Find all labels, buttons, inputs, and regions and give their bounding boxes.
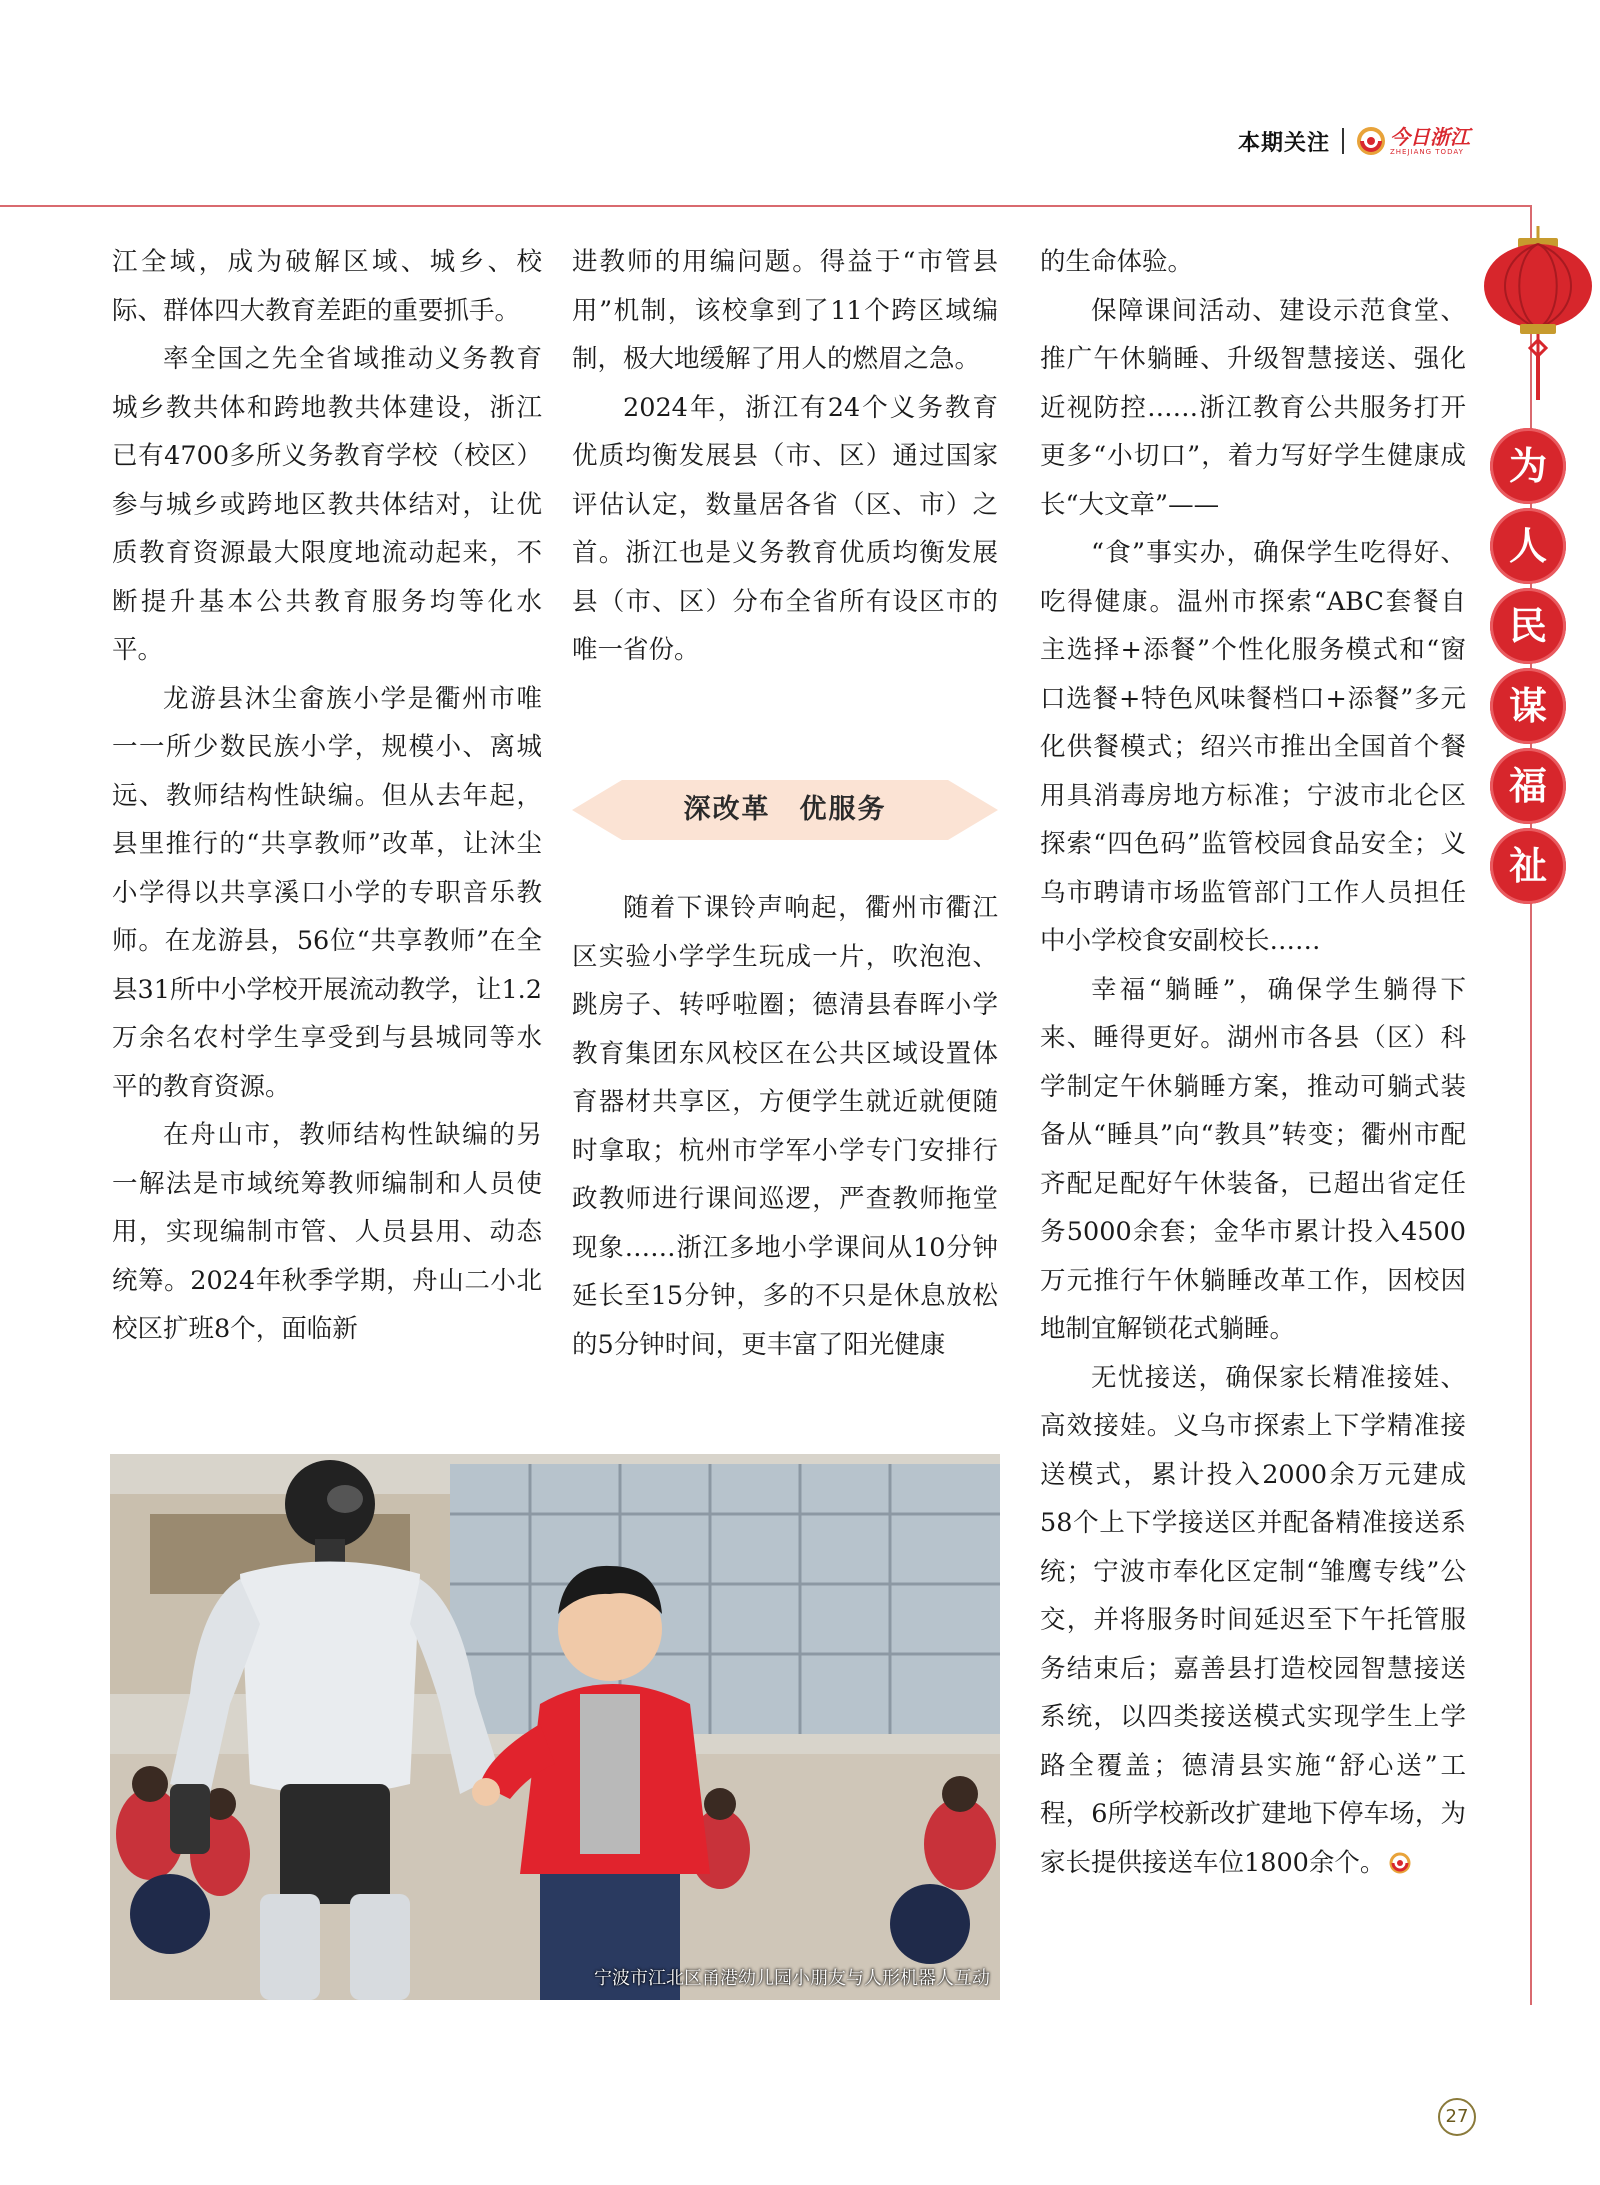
end-mark-icon	[1389, 1852, 1411, 1874]
article-column-2	[572, 238, 998, 675]
logo-swirl-icon	[1356, 126, 1386, 156]
page-header	[1238, 122, 1470, 160]
lantern-icon	[1478, 226, 1598, 406]
photo-caption: 宁波市江北区甬港幼儿园小朋友与人形机器人互动	[594, 1968, 990, 1989]
header-rule	[0, 205, 1530, 207]
magazine-logo	[1356, 126, 1470, 157]
paragraph: 在舟山市，教师结构性缺编的另一解法是市域统筹教师编制和人员使用，实现编制市管、人员县用、动态统筹。2024年秋季学期，舟山二小北校区扩班8个，面临新	[112, 1120, 542, 1344]
page-number: 27	[1438, 2098, 1476, 2136]
side-title-char: 民	[1490, 588, 1566, 664]
paragraph: 幸福“躺睡”，确保学生躺得下来、睡得更好。湖州市各县（区）科学制定午休躺睡方案，推动可躺式装备从“睡具”向“教具”转变；衢州市配齐配足配好午休装备，已超出省定任务5000余套；金华市累计投入4500万元推行午休躺睡改革工作，因校因地制宜解锁花式躺睡。	[1040, 974, 1466, 1344]
logo-text: 今日浙江	[1390, 124, 1470, 149]
article-column-1	[112, 238, 542, 1354]
article-column-3	[1040, 238, 1466, 1887]
paragraph: 的生命体验。	[1040, 247, 1194, 277]
paragraph: 保障课间活动、建设示范食堂、推广午休躺睡、升级智慧接送、强化近视防控……浙江教育公共服务打开更多“小切口”，着力写好学生健康成长“大文章”——	[1040, 295, 1466, 520]
logo-subtext: ZHEJIANG TODAY	[1390, 147, 1464, 156]
news-photo	[110, 1454, 1000, 2000]
paragraph: “食”事实办，确保学生吃得好、吃得健康。温州市探索“ABC套餐自主选择+添餐”个性化服务模式和“窗口选餐+特色风味餐档口+添餐”多元化供餐模式；绍兴市推出全国首个餐用具消毒房地方标准；宁波市北仑区探索“四色码”监管校园食品安全；义乌市聘请市场监管部门工作人员担任中小学校食安副校长……	[1040, 538, 1466, 956]
side-title-char: 福	[1490, 748, 1566, 824]
side-title-char: 为	[1490, 428, 1566, 504]
section-heading-banner	[572, 778, 998, 842]
paragraph: 江全域，成为破解区域、城乡、校际、群体四大教育差距的重要抓手。	[112, 247, 542, 326]
paragraph: 龙游县沐尘畲族小学是衢州市唯一一所少数民族小学，规模小、离城远、教师结构性缺编。但从去年起，县里推行的“共享教师”改革，让沐尘小学得以共享溪口小学的专职音乐教师。在龙游县，56位“共享教师”在全县31所中小学校开展流动教学，让1.2万余名农村学生享受到与县城同等水平的教育资源。	[112, 683, 543, 1102]
paragraph: 随着下课铃声响起，衢州市衢江区实验小学学生玩成一片，吹泡泡、跳房子、转呼啦圈；德清县春晖小学教育集团东风校区在公共区域设置体育器材共享区，方便学生就近就便随时拿取；杭州市学军小学专门安排行政教师进行课间巡逻，严查教师拖堂现象……浙江多地小学课间从10分钟延长至15分钟，多的不只是休息放松的5分钟时间，更丰富了阳光健康	[572, 893, 998, 1360]
section-heading: 深改革 优服务	[683, 794, 887, 825]
side-title-char: 祉	[1490, 828, 1566, 904]
paragraph-last	[1040, 1354, 1466, 1888]
paragraph: 2024年，浙江有24个义务教育优质均衡发展县（市、区）通过国家评估认定，数量居各省（区、市）之首。浙江也是义务教育优质均衡发展县（市、区）分布全省所有设区市的唯一省份。	[572, 392, 998, 665]
paragraph: 率全国之先全省域推动义务教育城乡教共体和跨地教共体建设，浙江已有4700多所义务教育学校（校区）参与城乡或跨地区教共体结对，让优质教育资源最大限度地流动起来，不断提升基本公共教育服务均等化水平。	[112, 344, 542, 665]
side-title-char: 人	[1490, 508, 1566, 584]
paragraph-text: 无忧接送，确保家长精准接娃、高效接娃。义乌市探索上下学精准接送模式，累计投入2000余万元建成58个上下学接送区并配备精准接送系统；宁波市奉化区定制“雏鹰专线”公交，并将服务时间延迟至下午托管服务结束后；嘉善县打造校园智慧接送系统，以四类接送模式实现学生上学路全覆盖；德清县实施“舒心送”工程，6所学校新改扩建地下停车场，为家长提供接送车位1800余个。	[1040, 1362, 1466, 1878]
paragraph: 进教师的用编问题。得益于“市管县用”机制，该校拿到了11个跨区域编制，极大地缓解了用人的燃眉之急。	[572, 247, 998, 374]
photo-robot-child	[110, 1454, 1000, 2000]
article-column-2-continued	[572, 884, 998, 1369]
header-divider	[1342, 128, 1344, 154]
section-name: 本期关注	[1237, 130, 1330, 156]
side-title-char: 谋	[1490, 668, 1566, 744]
